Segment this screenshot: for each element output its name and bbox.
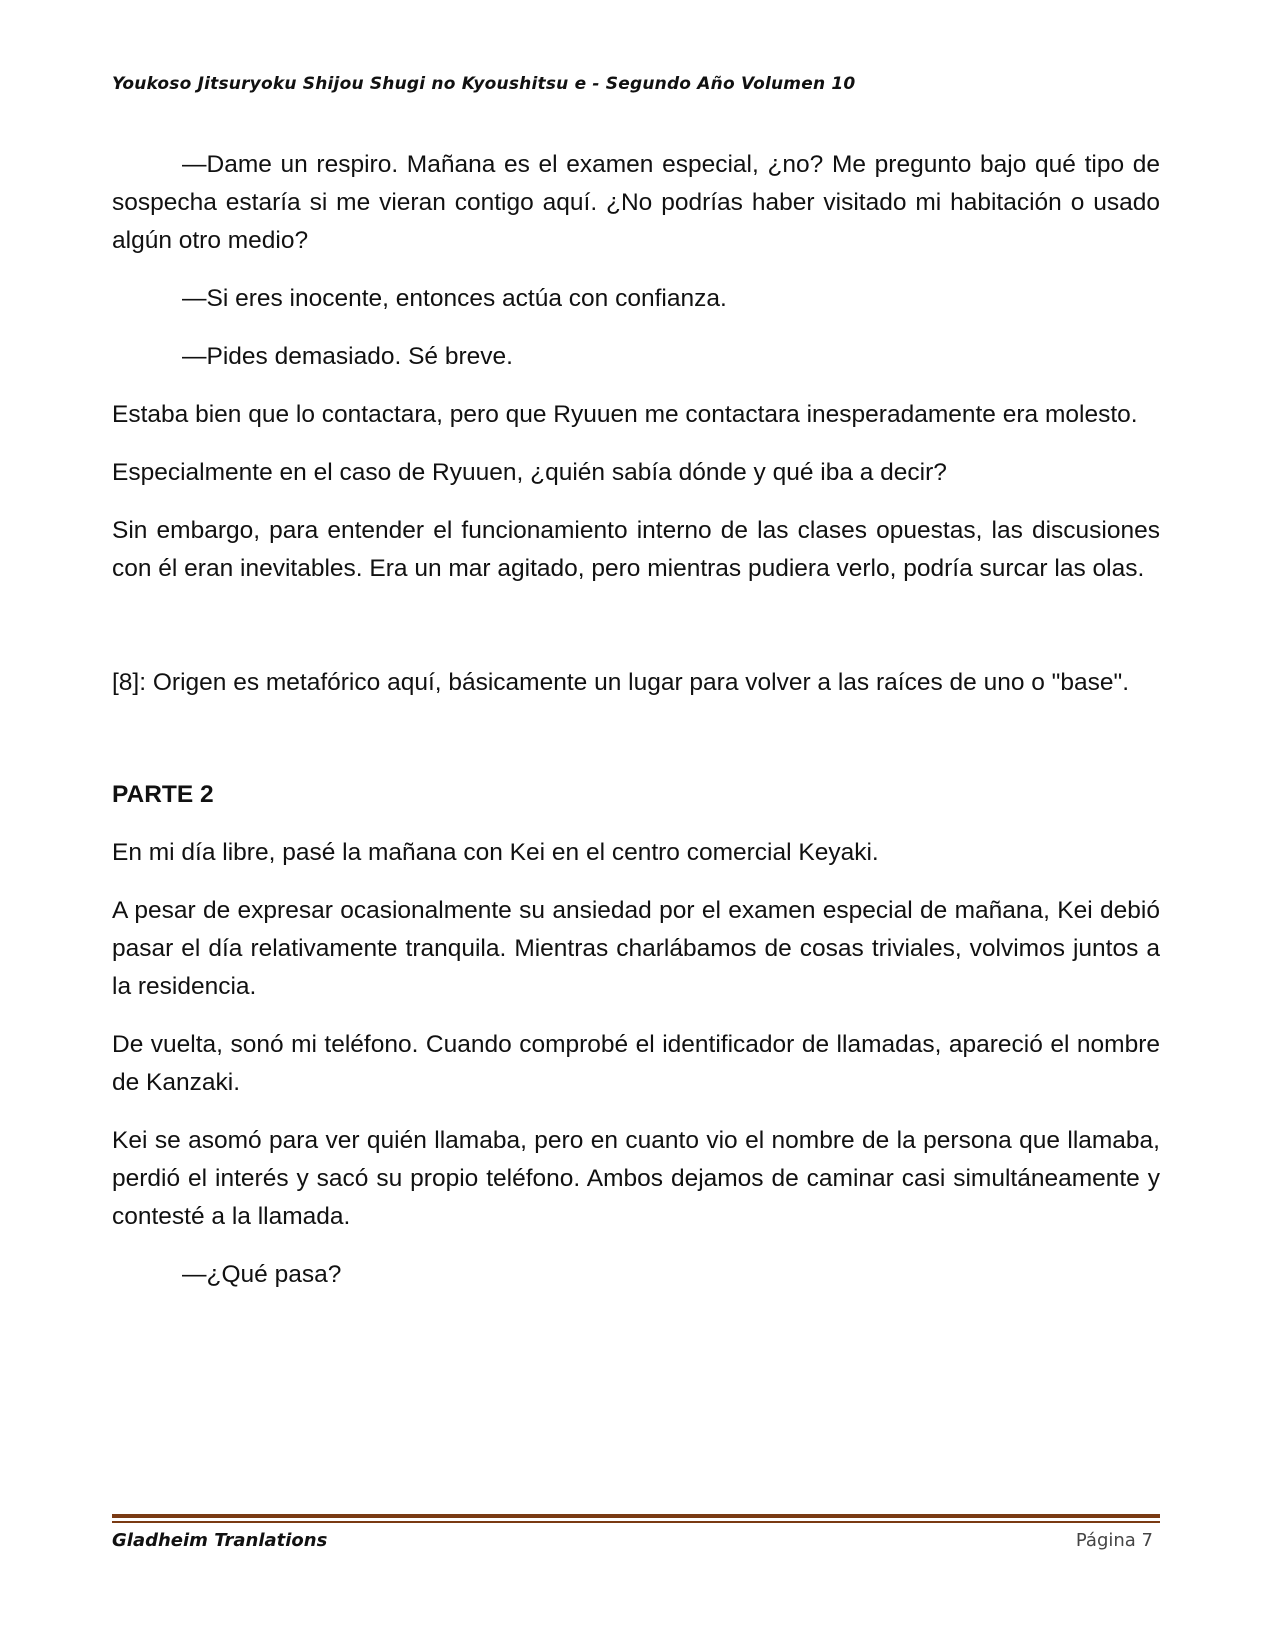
section-heading: PARTE 2 <box>112 781 214 808</box>
paragraph-narration-1: Estaba bien que lo contactara, pero que Ryuuen me contactara inesperadamente era molesto. <box>112 401 1138 428</box>
spacer <box>112 608 1160 664</box>
paragraph-dialog-2: —Si eres inocente, entonces actúa con confianza. <box>182 285 727 312</box>
page-header-title: Youkoso Jitsuryoku Shijou Shugi no Kyoushitsu e - Segundo Año Volumen 10 <box>112 74 856 94</box>
document-body <box>112 146 1160 1314</box>
footer-divider-thin <box>112 1521 1160 1523</box>
page-number: Página 7 <box>1075 1530 1153 1551</box>
paragraph-narration-4: En mi día libre, pasé la mañana con Kei en el centro comercial Keyaki. <box>112 839 879 866</box>
paragraph-dialog-3: —Pides demasiado. Sé breve. <box>182 343 513 370</box>
paragraph-narration-7: Kei se asomó para ver quién llamaba, pero en cuanto vio el nombre de la persona que llamaba, perdió el interés y sacó su propio teléfono. Ambos dejamos de caminar casi simultáneamente y contesté a la llamada. <box>112 1127 1160 1230</box>
paragraph-dialog-1: —Dame un respiro. Mañana es el examen especial, ¿no? Me pregunto bajo qué tipo de sospecha estaría si me vieran contigo aquí. ¿No podrías haber visitado mi habitación o usado algún otro medio? <box>112 151 1160 254</box>
paragraph-narration-2: Especialmente en el caso de Ryuuen, ¿quién sabía dónde y qué iba a decir? <box>112 459 947 486</box>
footer-publisher: Gladheim Tranlations <box>112 1530 328 1551</box>
footnote: [8]: Origen es metafórico aquí, básicamente un lugar para volver a las raíces de uno o "base". <box>112 669 1130 696</box>
footer-divider-thick <box>112 1514 1160 1518</box>
paragraph-narration-5: A pesar de expresar ocasionalmente su ansiedad por el examen especial de mañana, Kei debió pasar el día relativamente tranquila. Mientras charlábamos de cosas triviales, volvimos juntos a la residencia. <box>112 897 1160 1000</box>
paragraph-narration-6: De vuelta, sonó mi teléfono. Cuando comprobé el identificador de llamadas, apareció el nombre de Kanzaki. <box>112 1031 1160 1096</box>
spacer <box>112 722 1160 776</box>
paragraph-narration-3: Sin embargo, para entender el funcionamiento interno de las clases opuestas, las discusiones con él eran inevitables. Era un mar agitado, pero mientras pudiera verlo, podría surcar las olas. <box>112 517 1160 582</box>
paragraph-dialog-4: —¿Qué pasa? <box>182 1261 342 1288</box>
